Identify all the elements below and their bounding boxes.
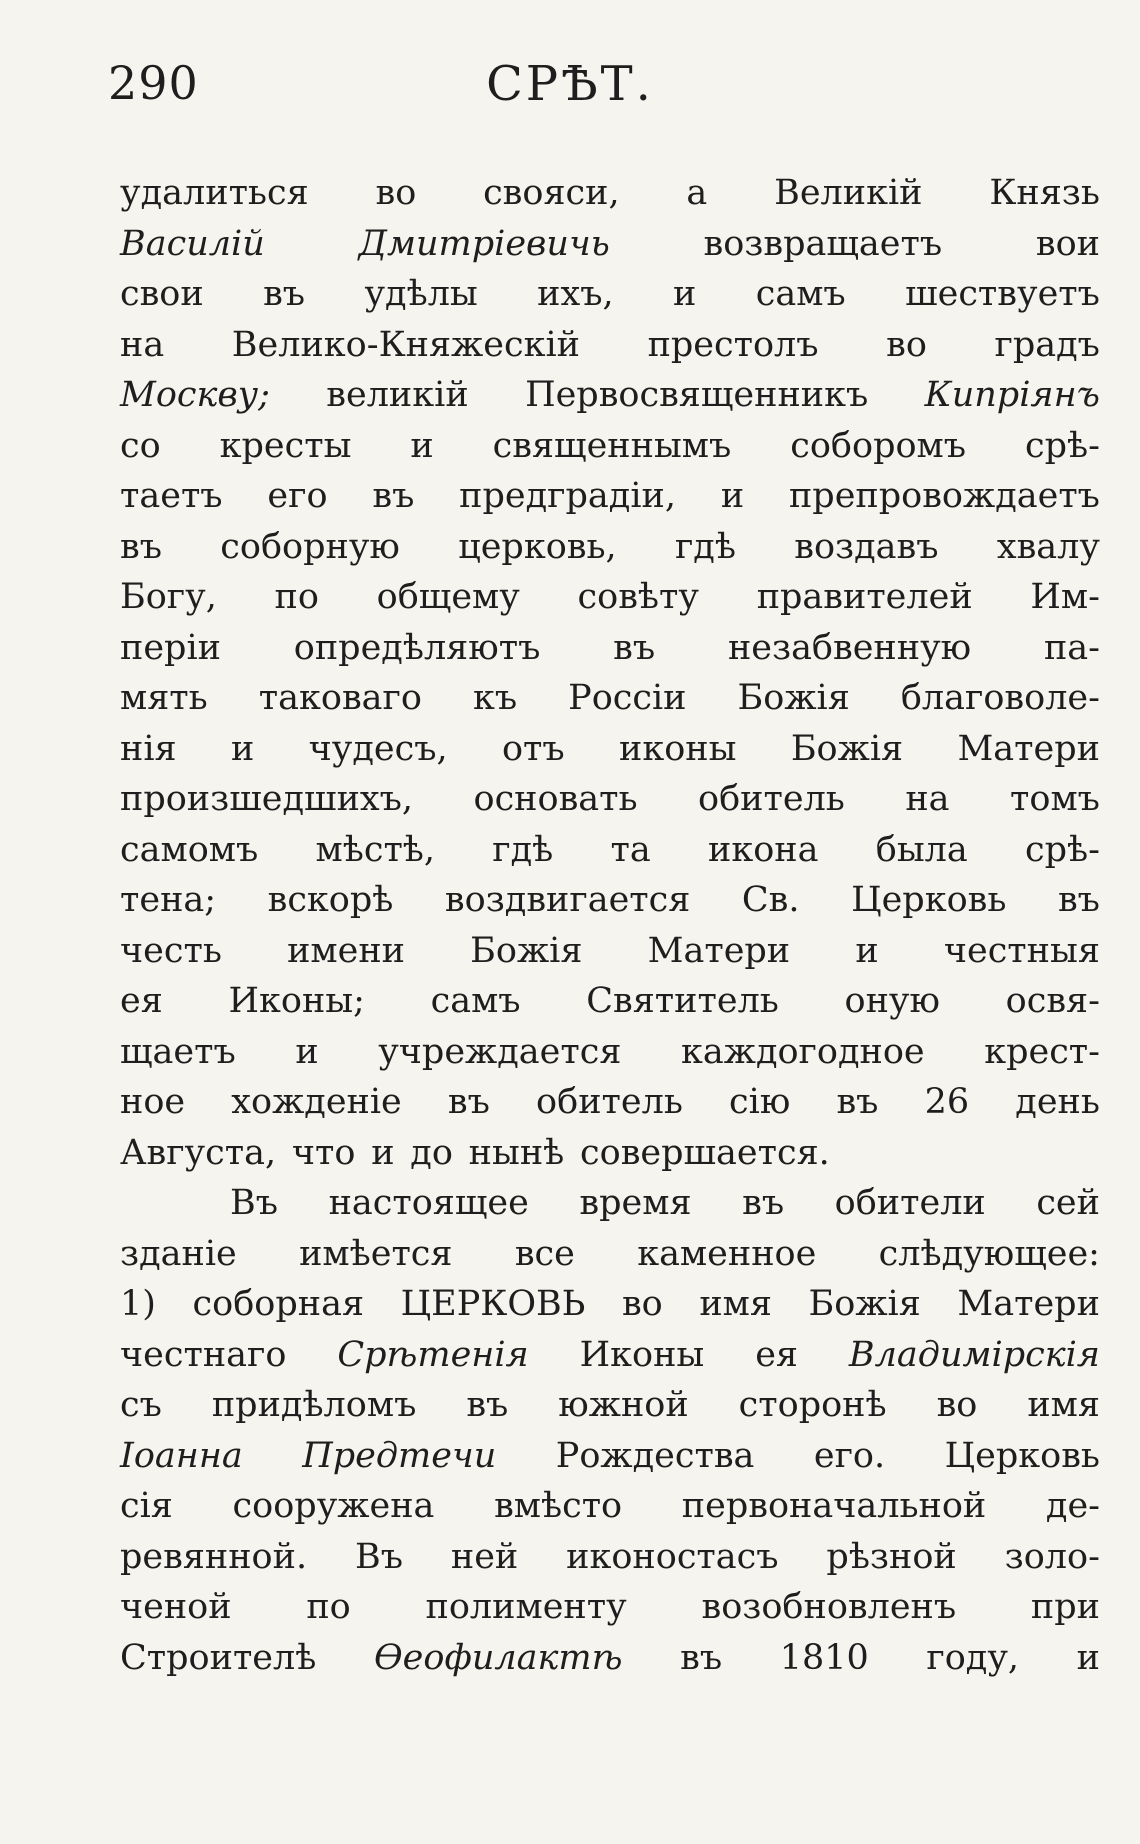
word: Иконы; xyxy=(228,981,365,1021)
word: со xyxy=(120,425,161,466)
word: Им- xyxy=(1030,577,1100,617)
word: Матери xyxy=(647,930,791,971)
word: священнымъ xyxy=(492,425,732,466)
word: Дмитріевичь xyxy=(358,223,610,264)
word: зданіе xyxy=(120,1233,237,1274)
word: 1810 xyxy=(779,1637,869,1678)
word: по xyxy=(306,1587,351,1627)
word: во xyxy=(375,173,417,213)
text-line xyxy=(120,471,1100,522)
word: общему xyxy=(376,577,520,617)
word: вмѣсто xyxy=(494,1486,623,1526)
text-line xyxy=(120,572,1100,623)
text-line xyxy=(120,1532,1100,1583)
word: къ xyxy=(472,678,518,718)
word: придѣломъ xyxy=(211,1385,417,1425)
word: свои xyxy=(120,274,204,314)
word: таковаго xyxy=(258,678,422,718)
word: основать xyxy=(473,779,638,819)
word: ея xyxy=(120,981,163,1021)
text-line xyxy=(120,1380,1100,1431)
word: возобновленъ xyxy=(701,1587,957,1627)
word: самъ xyxy=(430,981,521,1021)
word: престолъ xyxy=(647,324,819,365)
word: каменное xyxy=(637,1233,817,1274)
word: во xyxy=(886,324,927,365)
word: кресты xyxy=(219,425,352,466)
word: все xyxy=(514,1233,575,1274)
word: на xyxy=(905,779,950,819)
word: и xyxy=(673,274,697,314)
word: благоволе- xyxy=(900,678,1100,718)
text-line xyxy=(120,1279,1100,1330)
word: ней xyxy=(450,1536,519,1577)
word: церковь, xyxy=(458,526,617,567)
word: сторонѣ xyxy=(738,1385,887,1425)
word: ея xyxy=(755,1334,798,1375)
word: самомъ xyxy=(120,829,259,870)
word: настоящее xyxy=(328,1183,529,1223)
word: и xyxy=(295,1031,319,1072)
word: въ xyxy=(372,476,415,516)
word: Великій xyxy=(774,173,923,213)
word: нынѣ xyxy=(468,1132,565,1173)
word: имѣется xyxy=(299,1233,453,1274)
text-line xyxy=(120,168,1100,219)
word: сію xyxy=(729,1082,791,1122)
word: Божія xyxy=(737,678,850,718)
word: день xyxy=(1015,1082,1100,1122)
word: отъ xyxy=(501,728,565,769)
word: Божія xyxy=(808,1284,921,1324)
word: въ xyxy=(120,526,162,567)
word: и xyxy=(410,425,434,466)
word: чудесъ, xyxy=(308,728,448,769)
word: Предтечи xyxy=(302,1435,497,1476)
word: Въ xyxy=(230,1183,278,1223)
text-line xyxy=(120,1077,1100,1128)
word: честныя xyxy=(943,930,1100,971)
word: обители xyxy=(834,1183,986,1223)
word: что xyxy=(291,1132,356,1173)
word: и xyxy=(855,930,879,971)
word: Святитель xyxy=(586,981,779,1021)
word: съ xyxy=(120,1385,162,1425)
word: Первосвященникъ xyxy=(525,375,869,415)
word: въ xyxy=(263,274,306,314)
word: на xyxy=(120,324,165,365)
word: Кипріянъ xyxy=(924,375,1100,415)
word: честь xyxy=(120,930,222,971)
word: ревянной. xyxy=(120,1536,308,1577)
word: сооружена xyxy=(232,1486,435,1526)
word: нія xyxy=(120,728,177,769)
word: ЦЕРКОВЬ xyxy=(400,1284,586,1324)
text-line xyxy=(120,623,1100,674)
word: щаетъ xyxy=(120,1031,236,1072)
word: Богу, xyxy=(120,577,217,617)
text-line xyxy=(120,320,1100,371)
word: въ xyxy=(466,1385,509,1425)
text-line xyxy=(120,1027,1100,1078)
word: препровождаетъ xyxy=(788,476,1100,516)
word: въ xyxy=(1057,880,1100,920)
word: Велико-Княжескій xyxy=(231,324,580,365)
text-line xyxy=(120,1330,1100,1381)
word: его. xyxy=(813,1435,886,1476)
word: Церковь xyxy=(944,1435,1100,1476)
text-line xyxy=(120,522,1100,573)
page-header xyxy=(0,46,1140,116)
word: вскорѣ xyxy=(267,880,394,920)
word: та xyxy=(610,829,651,870)
word: во xyxy=(621,1284,663,1324)
text-line xyxy=(120,774,1100,825)
word: совѣту xyxy=(577,577,699,617)
text-line xyxy=(120,1128,1100,1179)
word: въ xyxy=(680,1637,723,1678)
text-line xyxy=(120,1582,1100,1633)
word: періи xyxy=(120,627,221,668)
word: вои xyxy=(1035,223,1100,264)
word: обитель xyxy=(536,1082,683,1122)
word: Рождества xyxy=(555,1435,755,1476)
word: срѣ- xyxy=(1024,425,1100,466)
word: 26 xyxy=(924,1082,970,1122)
word: соборомъ xyxy=(790,425,967,466)
word: ченой xyxy=(120,1587,232,1627)
word: Россіи xyxy=(568,678,687,718)
word: де- xyxy=(1045,1486,1100,1526)
word: время xyxy=(579,1183,692,1223)
word: Церковь xyxy=(851,880,1007,920)
word: иконы xyxy=(619,728,737,769)
word: рѣзной xyxy=(826,1536,957,1577)
word: южной xyxy=(558,1385,689,1425)
word: воздавъ xyxy=(794,526,939,567)
word: по xyxy=(274,577,319,617)
text-line xyxy=(120,825,1100,876)
word: произшедшихъ, xyxy=(120,779,414,819)
word: Въ xyxy=(354,1536,403,1577)
word: 1) xyxy=(120,1284,156,1324)
word: незабвенную xyxy=(727,627,972,668)
word: и xyxy=(1076,1637,1100,1678)
word: соборную xyxy=(220,526,400,567)
word: была xyxy=(875,829,968,870)
word: Божія xyxy=(790,728,904,769)
text-line xyxy=(120,1431,1100,1482)
word: въ xyxy=(613,627,656,668)
word: хвалу xyxy=(996,526,1100,567)
word: Матери xyxy=(957,1284,1100,1324)
word: освя- xyxy=(1005,981,1100,1021)
word: удѣлы xyxy=(364,274,478,314)
word: совершается. xyxy=(580,1132,830,1173)
word: мѣстѣ, xyxy=(315,829,436,870)
word: гдѣ xyxy=(492,829,554,870)
word: Срѣтенія xyxy=(337,1334,529,1375)
word: полименту xyxy=(425,1587,627,1627)
text-line xyxy=(120,269,1100,320)
word: Ѳеофилактѣ xyxy=(373,1637,623,1678)
word: Иконы xyxy=(579,1334,705,1375)
running-head: СРѢТ. xyxy=(486,56,654,112)
word: Августа, xyxy=(120,1132,277,1173)
word: при xyxy=(1030,1587,1100,1627)
word: мять xyxy=(120,678,208,718)
word: срѣ- xyxy=(1025,829,1100,870)
word: иконостасъ xyxy=(566,1536,779,1577)
word: во xyxy=(936,1385,978,1425)
word: предградіи, xyxy=(459,476,676,516)
word: Василій xyxy=(120,223,265,264)
word: Матери xyxy=(957,728,1100,769)
word: Москву; xyxy=(120,375,270,415)
text-line xyxy=(120,219,1100,270)
word: обитель xyxy=(698,779,845,819)
word: тена; xyxy=(120,880,217,920)
text-line xyxy=(120,1633,1100,1684)
text-line xyxy=(120,1178,1100,1229)
word: а xyxy=(686,173,708,213)
word: каждогодное xyxy=(681,1031,925,1072)
word: и xyxy=(720,476,745,516)
word: слѣдующее: xyxy=(878,1233,1100,1274)
word: году, xyxy=(926,1637,1020,1678)
text-line xyxy=(120,673,1100,724)
text-line xyxy=(120,875,1100,926)
body-text xyxy=(120,168,1100,1683)
text-line xyxy=(120,421,1100,472)
word: па- xyxy=(1043,627,1100,668)
word: въ xyxy=(742,1183,785,1223)
word: самъ xyxy=(755,274,846,314)
word: крест- xyxy=(984,1031,1100,1072)
word: опредѣляютъ xyxy=(293,627,541,668)
text-line xyxy=(120,370,1100,421)
word: Князь xyxy=(989,173,1100,213)
word: сей xyxy=(1036,1183,1100,1223)
word: гдѣ xyxy=(674,526,736,567)
word: удалиться xyxy=(120,173,309,213)
word: Строителѣ xyxy=(120,1637,317,1678)
word: имени xyxy=(287,930,405,971)
word: имя xyxy=(1027,1385,1100,1425)
word: ихъ, xyxy=(537,274,614,314)
word: оную xyxy=(844,981,940,1021)
text-line xyxy=(120,926,1100,977)
word: шествуетъ xyxy=(905,274,1100,314)
word: сія xyxy=(120,1486,173,1526)
word: свояси, xyxy=(483,173,620,213)
word: градъ xyxy=(994,324,1100,365)
word: правителей xyxy=(756,577,973,617)
word: икона xyxy=(708,829,819,870)
word: до xyxy=(410,1132,453,1173)
word: первоначальной xyxy=(681,1486,987,1526)
word: ное xyxy=(120,1082,186,1122)
word: и xyxy=(371,1132,395,1173)
word: имя xyxy=(699,1284,772,1324)
word: соборная xyxy=(192,1284,365,1324)
word: хожденіе xyxy=(231,1082,402,1122)
word: золо- xyxy=(1004,1536,1100,1577)
word: томъ xyxy=(1010,779,1100,819)
text-line xyxy=(120,1481,1100,1532)
word: честнаго xyxy=(120,1334,287,1375)
word: великій xyxy=(326,375,469,415)
word: въ xyxy=(447,1082,490,1122)
word: возвращаетъ xyxy=(703,223,943,264)
text-line xyxy=(120,1229,1100,1280)
word: Владимірскія xyxy=(848,1334,1100,1375)
text-line xyxy=(120,724,1100,775)
word: его xyxy=(267,476,328,516)
word: воздвигается xyxy=(444,880,691,920)
word: и xyxy=(230,728,255,769)
text-line xyxy=(120,976,1100,1027)
word: Божія xyxy=(470,930,583,971)
word: Іоанна xyxy=(120,1435,243,1476)
word: учреждается xyxy=(378,1031,622,1072)
page-number: 290 xyxy=(108,56,199,110)
word: таетъ xyxy=(120,476,223,516)
word: въ xyxy=(836,1082,879,1122)
word: Св. xyxy=(741,880,800,920)
